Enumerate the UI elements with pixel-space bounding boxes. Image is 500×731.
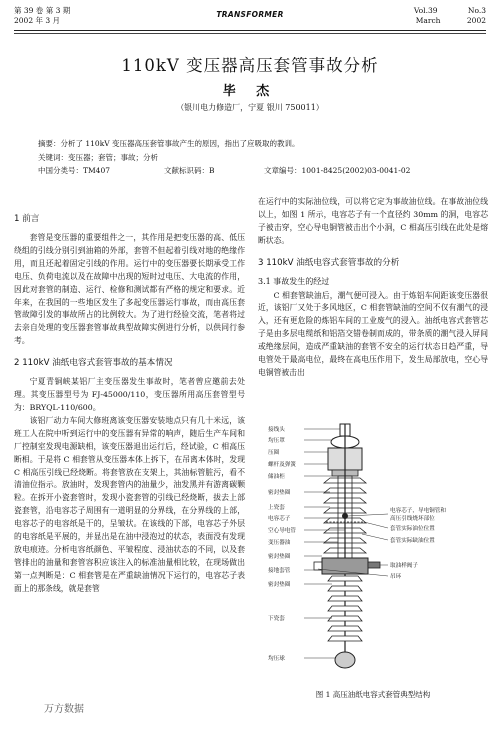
bushing-structure-figure	[268, 422, 490, 674]
label-actual-oil-shortage: 套管实际缺油位置	[390, 538, 435, 544]
article-title: 110kV 变压器高压套管事故分析	[121, 56, 379, 75]
section-1-heading: 1 前言	[14, 214, 40, 224]
running-header	[14, 4, 486, 32]
label-terminal: 接线头	[268, 427, 285, 433]
abstract: 摘要：分析了 110kV 变压器高压套管事故产生的原因，指出了应吸取的教训。	[38, 139, 300, 148]
label-pressure-ring: 压圈	[268, 450, 280, 456]
lower-porcelain-sheds	[328, 576, 362, 641]
figure-caption: 图 1 高压油纸电容式套管典型结构	[315, 690, 431, 699]
header-no: No.3	[467, 6, 486, 15]
right-column	[258, 196, 488, 380]
classification-number: 中国分类号：TM407	[38, 166, 110, 175]
label-oil-sample-valve: 取油样阀子	[390, 563, 418, 569]
label-capacitor-core: 电容芯子	[268, 516, 291, 522]
section-2-heading: 2 110kV 油纸电容式套管事故的基本情况	[14, 358, 173, 369]
section-3-1-heading: 3.1 事故发生的经过	[258, 276, 330, 286]
label-transformer-oil: 变压器油	[268, 540, 291, 546]
header-rule	[14, 30, 486, 31]
oil-sample-valve	[368, 562, 380, 568]
header-year: 2002	[466, 16, 486, 25]
label-grading-ball: 均压球	[268, 656, 285, 662]
left-labels	[268, 425, 296, 662]
classification-line	[38, 165, 470, 176]
label-conservator: 储油柜	[268, 474, 285, 480]
burn-spot	[342, 513, 348, 519]
label-gasket-1: 密封垫圈	[268, 490, 291, 496]
right-labels	[390, 506, 446, 580]
label-lifting-ring: 吊环	[390, 574, 402, 580]
label-gasket-2: 密封垫圈	[268, 554, 291, 560]
header-vol: Vol.39	[413, 6, 438, 15]
label-actual-oil-level: 套管实际油位位置	[390, 526, 435, 532]
section-1-paragraph: 套管是变压器的重要组件之一，其作用是把变压器的高、低压绕组的引线分别引到油箱的外部，套管不但起着引线对地的绝缘作用，而且还起着固定引线的作用。运行中的变压器要长期承受工作电压、负荷电流以及在故障中出现的短时过电压、大电流的作用，因此对套管的制造、运行、检修和测试都有严格的规定和要求。近年来，在我国的一些地区发生了多起变压器运行事故，而由高压套管故障引发的事故所占的比例较大。为了进行经验交流，笔者将过去亲自处理的变压器套管事故典型故障实例进行分析，以供同行参考。	[14, 233, 245, 346]
label-burn-location-1: 电容芯子，导电铜管和	[390, 508, 446, 514]
left-column	[14, 204, 245, 596]
header-right	[414, 6, 486, 26]
label-grounding-sleeve: 接地套管	[268, 568, 291, 574]
header-month: March	[415, 16, 441, 25]
article-author: 毕 杰	[222, 84, 278, 99]
section-2-paragraph-2: 该铝厂动力车间大修班离该变压器安装地点只有几十米远，该班工人在院中听到运行中的变压器有异常的响声，随后生产车间和厂控制室发现电源缺相，该变压器退出运行后，经试验，C 相高压断相。于是将 C 相套管从变压器本体上拆下，在吊离本体时，发现 C 相高压引线已经烧断。将套管放在支架上，其油标管脏污，看不清油位指示。放油时，发现套管内的油量少，油发黑并有游离碳颗粒。在拆开小瓷套管时，发现小瓷套管的引线已经烧断，拔去上部瓷套管，沿电容芯子周围有一道明显的分界线，在分界线的上部，电容芯子的电容纸是干的，呈皱状。在该线的下部，电容芯子外层的电容纸是平展的，并显出是在油中浸泡过的状态，表面没有发现放电痕迹。分析电容纸颜色、平皱程度、浸油状态的不同，以及套管排出的油量和套管容积应该注入的标准油量相比较，在现场做出第一点判断是：C 相套管是在严重缺油情况下运行的，电容芯子表面上的那条线，就是套管	[14, 415, 245, 593]
keywords: 关键词：变压器；套管；事故；分析	[38, 153, 158, 162]
lifting-ring	[314, 562, 322, 570]
label-gasket-3: 密封垫圈	[268, 582, 291, 588]
section-3-heading: 3 110kV 油纸电容式套管事故的分析	[258, 257, 400, 268]
label-upper-porcelain: 上瓷套	[268, 505, 285, 511]
header-date-cn: 2002 年 3 月	[14, 16, 61, 25]
grading-ball	[335, 652, 355, 668]
section-3-1-paragraph: C 相套管缺油后，潮气便可浸入。由于炼铝车间距该变压器很近，该铝厂又处于多风地区，C 相套管缺油的空间不仅有潮气的浸入，还有更危险的炼铝车间的工业废气的浸入。油纸电容式套管芯子是由多层电缆纸和铝箔交错卷制而成的，带条质的潮气浸入屏间或绝缘层间，造成严重缺油的套管不安全的运行状态日趋严重，导电管处于最高电位，最终在高电压作用下，发生局部放电，空心导电铜管被击出	[258, 290, 488, 377]
section-2-paragraph-2-continued: 在运行中的实际油位线，可以将它定为事故油位线。在事故油位线以上，如图 1 所示，电容芯子有一个直径约 30mm 的洞，电容芯子被击穿，空心导电铜管被击出个小洞，C 相高压引线在此处是熔断状态。	[258, 197, 488, 245]
journal-name: TRANSFORMER	[216, 10, 284, 19]
label-lower-porcelain: 下瓷套	[268, 616, 285, 622]
label-conductor-tube: 空心导电管	[268, 528, 296, 534]
header-volume-cn: 第 39 卷 第 3 期	[14, 6, 71, 15]
watermark: 万方数据	[44, 704, 84, 715]
article-number: 文章编号：1001-8425(2002)03-0041-02	[264, 166, 411, 175]
label-grading-shield: 均压罩	[268, 438, 285, 444]
document-code: 文献标识码：B	[164, 166, 215, 175]
author-affiliation: （银川电力修造厂，宁夏 银川 750011）	[176, 103, 324, 112]
header-rule-thin	[14, 33, 486, 34]
section-2-paragraph-1: 宁夏青铜峡某铝厂主变压器发生事故时，笔者曾应邀前去处理。其变压器型号为 FJ-45000/110，变压器所用高压套管型号为：BRYQL-110/600。	[14, 377, 245, 412]
label-burn-location-2: 高压引线烧坏部位	[390, 516, 435, 522]
bushing-diagram	[268, 422, 490, 674]
label-bolt-spring: 螺杆及弹簧	[268, 462, 296, 468]
